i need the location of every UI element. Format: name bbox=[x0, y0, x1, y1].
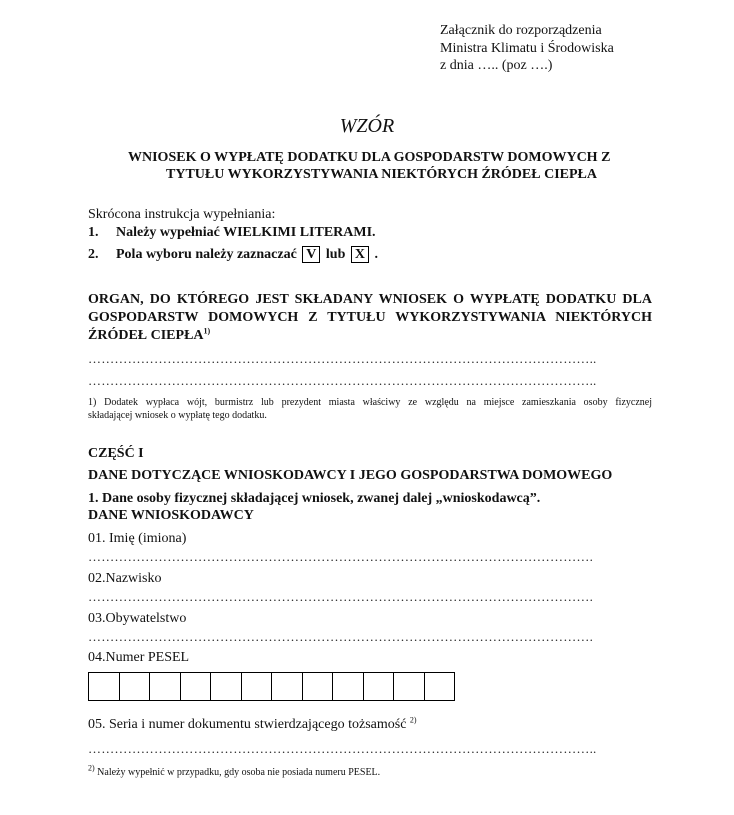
section-1-subtitle: DANE WNIOSKODAWCY bbox=[88, 508, 254, 523]
instruction-1-text: Należy wypełniać WIELKIMI LITERAMI. bbox=[116, 225, 376, 240]
field-05-input[interactable]: …………………………………………………………………………………………………….. bbox=[88, 741, 597, 756]
section-1-title: 1. Dane osoby fizycznej składającej wniosek, zwanej dalej „wnioskodawcą”. bbox=[88, 491, 541, 506]
organ-input-line-2[interactable]: …………………………………………………………………………………………………….. bbox=[88, 373, 597, 388]
pesel-digit-box[interactable] bbox=[150, 673, 181, 700]
organ-heading-line-2: GOSPODARSTW DOMOWYCH Z TYTUŁU WYKORZYSTYWANIA NIEKTÓRYCH bbox=[88, 310, 652, 325]
field-03-label: 03.Obywatelstwo bbox=[88, 611, 187, 626]
pesel-digit-box[interactable] bbox=[120, 673, 151, 700]
instruction-1-number: 1. bbox=[88, 225, 99, 240]
footnote-2-marker: 2) bbox=[88, 763, 95, 773]
instruction-2-number: 2. bbox=[88, 247, 99, 262]
instruction-1 bbox=[88, 225, 376, 241]
organ-footnote-ref: 1) bbox=[203, 326, 211, 336]
part-1-subheading: DANE DOTYCZĄCE WNIOSKODAWCY I JEGO GOSPODARSTWA DOMOWEGO bbox=[88, 468, 613, 483]
document-title: WZÓR bbox=[339, 115, 395, 137]
field-01-label: 01. Imię (imiona) bbox=[88, 531, 187, 546]
pesel-digit-box[interactable] bbox=[394, 673, 425, 700]
instruction-2-end: . bbox=[374, 247, 379, 262]
field-01-input[interactable]: ……………………………………………………………………………………………………. bbox=[88, 549, 594, 564]
pesel-digit-box[interactable] bbox=[333, 673, 364, 700]
organ-input-line-1[interactable]: …………………………………………………………………………………………………….. bbox=[88, 351, 597, 366]
pesel-digit-box[interactable] bbox=[272, 673, 303, 700]
organ-heading-line-3-text: ŹRÓDEŁ CIEPŁA bbox=[88, 328, 204, 343]
instruction-2-lub: lub bbox=[325, 247, 346, 262]
organ-heading-line-1: ORGAN, DO KTÓREGO JEST SKŁADANY WNIOSEK O WYPŁATĘ DODATKU DLA bbox=[88, 292, 652, 307]
field-05-footnote-ref: 2) bbox=[409, 715, 417, 725]
footnote-2-text: Należy wypełnić w przypadku, gdy osoba nie posiada numeru PESEL. bbox=[94, 767, 381, 778]
pesel-digit-box[interactable] bbox=[242, 673, 273, 700]
organ-heading-line-3 bbox=[88, 328, 210, 344]
annex-line-3: z dnia ….. (poz ….) bbox=[440, 58, 553, 73]
pesel-input-grid[interactable] bbox=[88, 672, 455, 701]
field-03-input[interactable]: ……………………………………………………………………………………………………. bbox=[88, 629, 594, 644]
pesel-digit-box[interactable] bbox=[89, 673, 120, 700]
annex-line-2: Ministra Klimatu i Środowiska bbox=[440, 41, 614, 56]
field-05-label-text: 05. Seria i numer dokumentu stwierdzającego tożsamość bbox=[88, 717, 407, 732]
subtitle-line-1: WNIOSEK O WYPŁATĘ DODATKU DLA GOSPODARSTW DOMOWYCH Z bbox=[128, 150, 611, 165]
field-02-input[interactable]: ……………………………………………………………………………………………………. bbox=[88, 589, 594, 604]
checkbox-example-x: X bbox=[351, 246, 369, 263]
organ-footnote-line-2: składającej wniosek o wypłatę tego dodatku. bbox=[88, 410, 267, 421]
instruction-2 bbox=[88, 246, 378, 263]
field-05-label bbox=[88, 717, 417, 733]
pesel-digit-box[interactable] bbox=[364, 673, 395, 700]
organ-footnote-line-1: 1) Dodatek wypłaca wójt, burmistrz lub prezydent miasta właściwy ze względu na miejsce zamieszkania osoby fizycznej bbox=[88, 397, 652, 408]
part-1-heading: CZĘŚĆ I bbox=[88, 446, 144, 461]
subtitle-line-2: TYTUŁU WYKORZYSTYWANIA NIEKTÓRYCH ŹRÓDEŁ CIEPŁA bbox=[166, 167, 597, 182]
annex-line-1: Załącznik do rozporządzenia bbox=[440, 23, 602, 38]
instruction-2-text: Pola wyboru należy zaznaczać bbox=[116, 247, 297, 262]
pesel-digit-box[interactable] bbox=[211, 673, 242, 700]
pesel-digit-box[interactable] bbox=[303, 673, 334, 700]
checkbox-example-v: V bbox=[302, 246, 320, 263]
field-02-label: 02.Nazwisko bbox=[88, 571, 162, 586]
footnote-2 bbox=[88, 763, 381, 779]
field-04-label: 04.Numer PESEL bbox=[88, 650, 190, 665]
pesel-digit-box[interactable] bbox=[425, 673, 455, 700]
pesel-digit-box[interactable] bbox=[181, 673, 212, 700]
instructions-heading: Skrócona instrukcja wypełniania: bbox=[88, 207, 276, 222]
